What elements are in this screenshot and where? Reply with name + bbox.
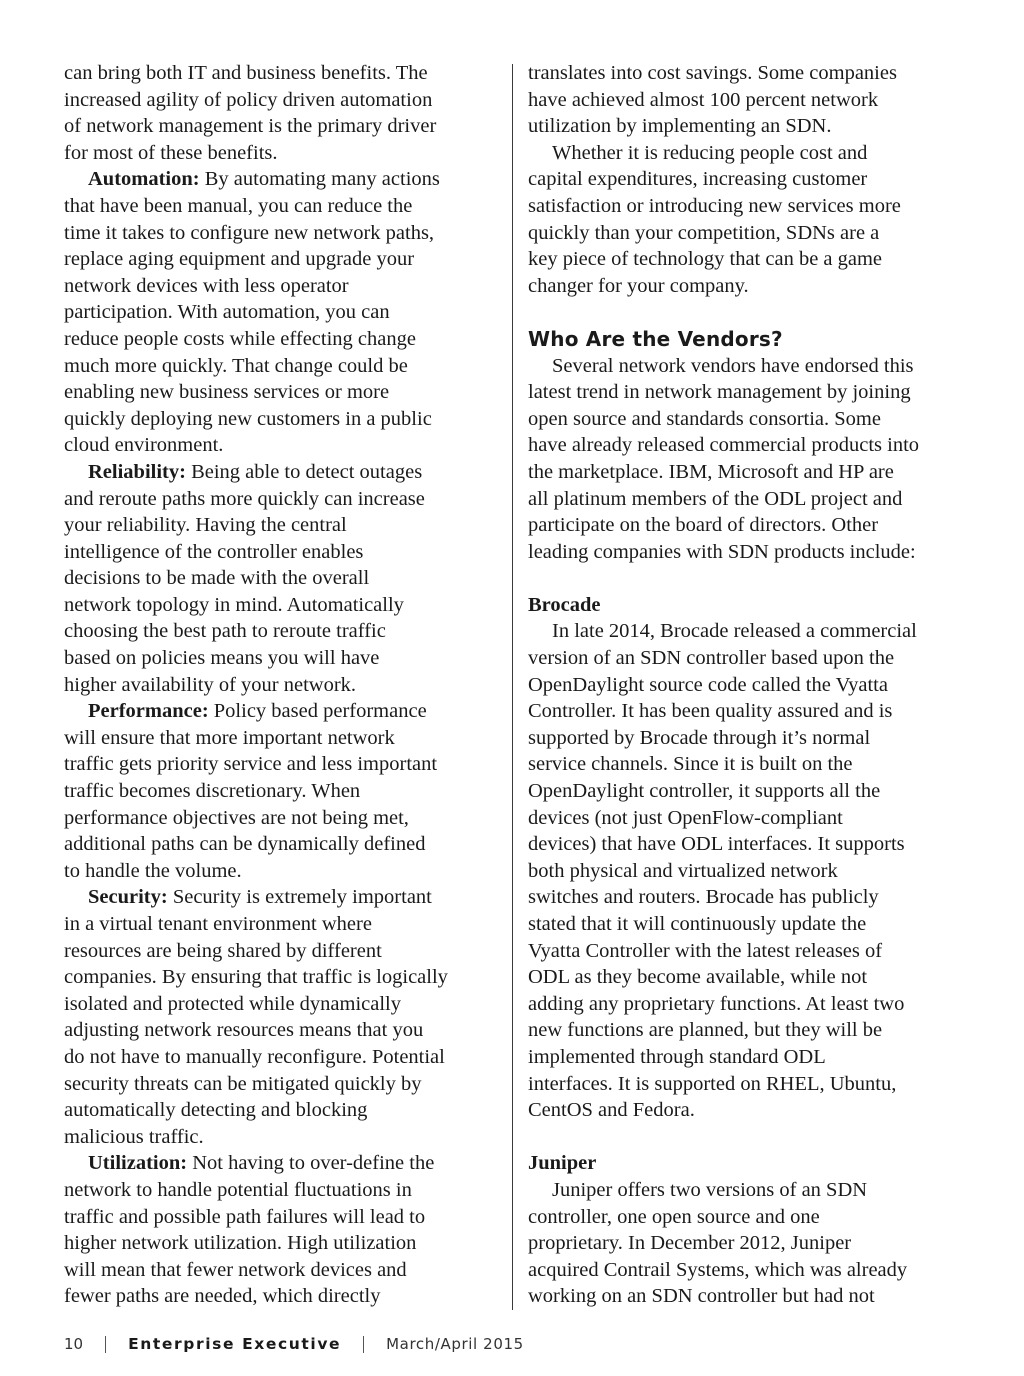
text-line: to handle the volume. xyxy=(64,859,242,882)
text-line: traffic and possible path failures will lead to xyxy=(64,1205,426,1228)
text-line: latest trend in network management by joining xyxy=(528,381,911,404)
reliability-paragraph xyxy=(64,459,500,698)
text-line: that have been manual, you can reduce the xyxy=(64,194,413,217)
text-line: enabling new business services or more xyxy=(64,381,390,404)
text-line: devices (not just OpenFlow-compliant xyxy=(528,806,843,829)
text-line: the marketplace. IBM, Microsoft and HP are xyxy=(528,460,894,483)
text-line: devices) that have ODL interfaces. It supports xyxy=(528,833,905,856)
text-line: OpenDaylight controller, it supports all the xyxy=(528,780,881,803)
text-line: satisfaction or introducing new services more xyxy=(528,194,901,217)
text-line: Juniper offers two versions of an SDN xyxy=(552,1178,868,1201)
text-line: OpenDaylight source code called the Vyatta xyxy=(528,673,888,696)
text-line: stated that it will continuously update the xyxy=(528,913,867,935)
text-line: interfaces. It is supported on RHEL, Ubuntu, xyxy=(528,1072,897,1095)
text-line: choosing the best path to reroute traffic xyxy=(64,620,386,643)
juniper-heading: Juniper xyxy=(528,1152,597,1175)
text-line: traffic gets priority service and less important xyxy=(64,753,438,776)
page-number: 10 xyxy=(64,1335,84,1353)
text-line: Controller. It has been quality assured and is xyxy=(528,700,893,723)
text-line: Whether it is reducing people cost and xyxy=(552,141,868,164)
text-line: quickly deploying new customers in a public xyxy=(64,407,432,430)
text-line: utilization by implementing an SDN. xyxy=(528,115,832,138)
text-line: will mean that fewer network devices and xyxy=(64,1258,407,1281)
text-line: version of an SDN controller based upon the xyxy=(528,647,895,670)
text-line: automatically detecting and blocking xyxy=(64,1099,368,1122)
text-line: adjusting network resources means that you xyxy=(64,1019,424,1042)
text-line: service channels. Since it is built on the xyxy=(528,753,853,776)
text-line: new functions are planned, but they will be xyxy=(528,1019,883,1042)
reliability-label: Reliability: xyxy=(88,460,186,483)
continuation-paragraph xyxy=(528,60,964,140)
text-line: in a virtual tenant environment where xyxy=(64,913,372,935)
text-line: network topology in mind. Automatically xyxy=(64,593,404,616)
text-line: acquired Contrail Systems, which was already xyxy=(528,1258,908,1281)
text-line: switches and routers. Brocade has publicly xyxy=(528,886,879,909)
text-line: malicious traffic. xyxy=(64,1125,204,1148)
automation-label: Automation: xyxy=(88,168,200,191)
text-run: Being able to detect outages xyxy=(185,460,423,483)
text-line: working on an SDN controller but had not xyxy=(528,1285,875,1308)
automation-paragraph xyxy=(64,166,500,459)
text-line: fewer paths are needed, which directly xyxy=(64,1285,381,1308)
footer-divider xyxy=(363,1336,364,1353)
text-line: will ensure that more important network xyxy=(64,726,395,749)
juniper-paragraph xyxy=(528,1177,964,1310)
text-line: both physical and virtualized network xyxy=(528,859,838,882)
text-line: cloud environment. xyxy=(64,434,224,457)
text-line: decisions to be made with the overall xyxy=(64,567,370,590)
text-line: capital expenditures, increasing customer xyxy=(528,168,868,191)
text-line: performance objectives are not being met, xyxy=(64,806,409,829)
text-line: translates into cost savings. Some companies xyxy=(528,62,897,84)
text-line: of network management is the primary driver xyxy=(64,115,437,138)
text-line: Vyatta Controller with the latest releases of xyxy=(528,939,883,962)
brocade-paragraph xyxy=(528,618,964,1123)
section-heading: Who Are the Vendors? xyxy=(528,326,783,351)
text-line: have already released commercial products into xyxy=(528,434,920,457)
text-line: CentOS and Fedora. xyxy=(528,1099,695,1122)
text-line xyxy=(64,459,500,486)
intro-paragraph xyxy=(64,60,500,166)
text-line: Several network vendors have endorsed this xyxy=(552,354,914,377)
text-line xyxy=(64,884,500,911)
text-line: adding any proprietary functions. At least two xyxy=(528,992,905,1015)
text-line: have achieved almost 100 percent network xyxy=(528,88,879,111)
text-line: intelligence of the controller enables xyxy=(64,540,364,563)
security-paragraph xyxy=(64,884,500,1150)
publication-name: Enterprise Executive xyxy=(128,1335,342,1353)
right-column xyxy=(528,60,964,1310)
text-line: time it takes to configure new network paths, xyxy=(64,221,435,244)
text-line: do not have to manually reconfigure. Potential xyxy=(64,1045,445,1068)
spacer xyxy=(528,565,964,592)
text-line: controller, one open source and one xyxy=(528,1205,820,1228)
text-line: participate on the board of directors. Other xyxy=(528,514,879,537)
text-line: quickly than your competition, SDNs are a xyxy=(528,221,880,244)
page-footer xyxy=(64,1335,524,1353)
text-line: and reroute paths more quickly can increase xyxy=(64,487,425,510)
text-line xyxy=(64,698,500,725)
text-line: In late 2014, Brocade released a commercial xyxy=(552,620,917,643)
text-line xyxy=(64,1150,500,1177)
text-line: companies. By ensuring that traffic is logically xyxy=(64,966,448,989)
text-line: network devices with less operator xyxy=(64,274,349,297)
column-divider xyxy=(512,64,513,1310)
text-line: replace aging equipment and upgrade your xyxy=(64,248,415,271)
brocade-heading: Brocade xyxy=(528,593,601,616)
text-run: Not having to over-define the xyxy=(187,1152,435,1175)
text-run: Policy based performance xyxy=(208,700,427,723)
issue-date: March/April 2015 xyxy=(386,1335,524,1353)
text-line: leading companies with SDN products include: xyxy=(528,540,916,563)
text-line: increased agility of policy driven automation xyxy=(64,88,433,111)
footer-divider xyxy=(105,1336,106,1353)
text-line: reduce people costs while effecting change xyxy=(64,327,416,350)
text-line: participation. With automation, you can xyxy=(64,301,390,324)
text-line: much more quickly. That change could be xyxy=(64,354,408,377)
text-line: supported by Brocade through it’s normal xyxy=(528,726,871,749)
text-line: proprietary. In December 2012, Juniper xyxy=(528,1232,852,1255)
text-line: for most of these benefits. xyxy=(64,141,278,164)
whether-paragraph xyxy=(528,140,964,300)
text-line: implemented through standard ODL xyxy=(528,1045,826,1068)
text-line: all platinum members of the ODL project and xyxy=(528,487,903,510)
text-line: traffic becomes discretionary. When xyxy=(64,780,361,803)
text-line: can bring both IT and business benefits. The xyxy=(64,62,428,84)
text-line: higher network utilization. High utilization xyxy=(64,1232,417,1255)
performance-label: Performance: xyxy=(88,700,209,723)
text-line: based on policies means you will have xyxy=(64,647,380,670)
text-line: isolated and protected while dynamically xyxy=(64,992,401,1015)
text-line: your reliability. Having the central xyxy=(64,514,347,537)
text-line: changer for your company. xyxy=(528,274,749,297)
left-column xyxy=(64,60,500,1310)
text-line: security threats can be mitigated quickly by xyxy=(64,1072,422,1095)
text-line: ODL as they become available, while not xyxy=(528,966,868,989)
text-line: additional paths can be dynamically defined xyxy=(64,833,426,856)
text-line: higher availability of your network. xyxy=(64,673,357,696)
text-line: resources are being shared by different xyxy=(64,939,382,962)
text-run: By automating many actions xyxy=(199,168,440,191)
security-label: Security: xyxy=(88,886,168,909)
utilization-label: Utilization: xyxy=(88,1152,188,1175)
vendors-intro-paragraph xyxy=(528,353,964,566)
text-line xyxy=(64,166,500,193)
utilization-paragraph xyxy=(64,1150,500,1310)
spacer xyxy=(528,1124,964,1151)
text-run: Security is extremely important xyxy=(167,886,432,909)
text-line: key piece of technology that can be a game xyxy=(528,248,883,271)
text-line: network to handle potential fluctuations in xyxy=(64,1178,412,1201)
text-line: open source and standards consortia. Some xyxy=(528,407,881,430)
performance-paragraph xyxy=(64,698,500,884)
spacer xyxy=(528,299,964,326)
